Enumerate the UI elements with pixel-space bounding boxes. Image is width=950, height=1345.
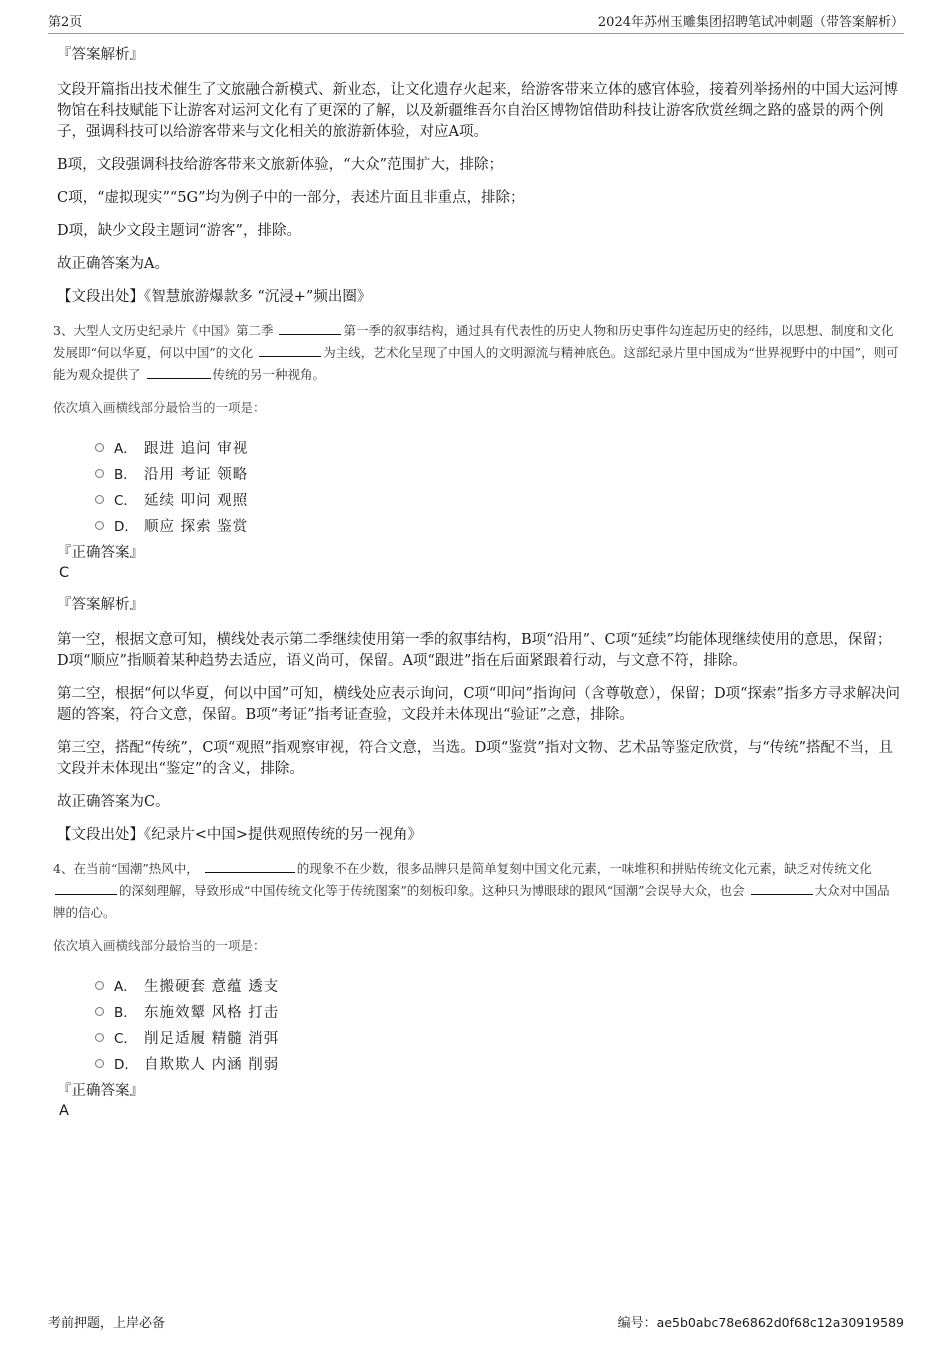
option-text: 跟进 追问 审视 (144, 440, 249, 457)
main-content (53, 44, 902, 1132)
question-prompt: 依次填入画横线部分最恰当的一项是： (53, 938, 266, 953)
option-text: 自欺欺人 内涵 削弱 (144, 1056, 280, 1073)
question-3-text (53, 320, 902, 386)
question-text-segment: 的深刻理解，导致形成“中国传统文化等于传统图案”的刻板印象。这种只为博眼球的跟风“国潮”会误导大众，也会 (119, 883, 745, 898)
answer-tag: 『正确答案』 (57, 1083, 144, 1099)
question-text-segment: 为主线，艺术化呈现了中国人的文明源流与精神底色。这部纪录片里中国成为“世界视野中的中国”，则可能为观众提供了 (53, 345, 899, 382)
radio-button[interactable] (95, 495, 104, 504)
option-list (95, 972, 902, 1076)
analysis-paragraph: 第一空，根据文意可知，横线处表示第二季继续使用第一季的叙事结构，B项“沿用”、C项“延续”均能体现继续使用的意思，保留；D项“顺应”指顺着某种趋势去适应，语义尚可，保留。A项“跟进”指在后面紧跟着行动，与文意不符，排除。 (57, 632, 892, 669)
question-text-segment: 第一季的叙事结构，通过具有代表性的历史人物和历史事件勾连起历史的经纬，以思想、制度和文化发展即“何以华夏，何以中国”的文化 (53, 323, 894, 360)
document-id-label: 编号： (617, 1316, 657, 1331)
fill-blank (279, 333, 341, 335)
option-letter: C． (114, 493, 137, 509)
question-text-segment: 的现象不在少数，很多品牌只是简单复刻中国文化元素，一味堆积和拼贴传统文化元素，缺乏对传统文化 (296, 861, 872, 876)
fill-blank (751, 893, 813, 895)
analysis-tag: 『答案解析』 (57, 47, 144, 63)
analysis-paragraph: 第二空，根据“何以华夏，何以中国”可知，横线处应表示询问，C项“叩问”指询问（含尊敬意），保留；D项“探索”指多方寻求解决问题的答案，符合文意，保留。B项“考证”指考证查验，文段并未体现出“验证”之意，排除。 (57, 686, 900, 723)
option-b[interactable] (95, 460, 902, 486)
option-text: 削足适履 精髓 消弭 (144, 1030, 280, 1047)
radio-button[interactable] (95, 981, 104, 990)
conclusion: 故正确答案为C。 (57, 794, 170, 810)
option-letter: B． (114, 467, 137, 483)
option-letter: D． (114, 1057, 138, 1073)
fill-blank (205, 871, 295, 873)
radio-button[interactable] (95, 469, 104, 478)
option-text: 顺应 探索 鉴赏 (144, 518, 249, 535)
radio-button[interactable] (95, 1033, 104, 1042)
question-text-segment: 4、在当前“国潮”热风中， (53, 861, 199, 876)
question-4-text (53, 858, 902, 924)
conclusion: 故正确答案为A。 (57, 256, 169, 272)
radio-button[interactable] (95, 1007, 104, 1016)
option-b[interactable] (95, 998, 902, 1024)
analysis-paragraph: D项，缺少文段主题词“游客”，排除。 (57, 223, 301, 239)
radio-button[interactable] (95, 1059, 104, 1068)
option-letter: C． (114, 1031, 137, 1047)
analysis-paragraph: 文段开篇指出技术催生了文旅融合新模式、新业态，让文化遗存火起来，给游客带来立体的感官体验，接着列举扬州的中国大运河博物馆在科技赋能下让游客对运河文化有了更深的了解，以及新疆维吾尔自治区博物馆借助科技让游客欣赏丝绸之路的盛景的两个例子，强调科技可以给游客带来与文化相关的旅游新体验，对应A项。 (57, 82, 898, 140)
document-id-code: ae5b0abc78e6862d0f68c12a30919589 (656, 1315, 904, 1330)
option-letter: B． (114, 1005, 137, 1021)
correct-answer: C (59, 565, 70, 581)
option-letter: A． (114, 441, 137, 457)
page-header (48, 12, 904, 34)
source-citation: 【文段出处】《智慧旅游爆款多 “沉浸+”频出圈》 (57, 289, 372, 305)
answer-tag: 『正确答案』 (57, 545, 144, 561)
option-list (95, 434, 902, 538)
analysis-paragraph: C项，“虚拟现实”“5G”均为例子中的一部分，表述片面且非重点，排除； (57, 190, 525, 206)
option-a[interactable] (95, 434, 902, 460)
question-text-segment: 大众对中国品牌的信心。 (53, 883, 890, 920)
question-text-segment: 3、大型人文历史纪录片《中国》第二季 (53, 323, 274, 338)
option-text: 生搬硬套 意蕴 透支 (144, 978, 280, 995)
question-text-segment: 传统的另一种视角。 (212, 367, 326, 382)
analysis-paragraph: B项，文段强调科技给游客带来文旅新体验，“大众”范围扩大，排除； (57, 157, 503, 173)
page-footer (48, 1312, 904, 1331)
question-prompt: 依次填入画横线部分最恰当的一项是： (53, 400, 266, 415)
radio-button[interactable] (95, 521, 104, 530)
fill-blank (259, 355, 321, 357)
option-d[interactable] (95, 512, 902, 538)
option-c[interactable] (95, 486, 902, 512)
source-citation: 【文段出处】《纪录片<中国>提供观照传统的另一视角》 (57, 827, 423, 843)
option-text: 沿用 考证 领略 (144, 466, 249, 483)
footer-slogan: 考前押题，上岸必备 (48, 1316, 166, 1331)
analysis-paragraph: 第三空，搭配“传统”，C项“观照”指观察审视，符合文意，当选。D项“鉴赏”指对文物、艺术品等鉴定欣赏，与“传统”搭配不当，且文段并未体现出“鉴定”的含义，排除。 (57, 740, 894, 777)
radio-button[interactable] (95, 443, 104, 452)
option-text: 延续 叩问 观照 (144, 492, 249, 509)
page-number: 第2页 (48, 15, 83, 30)
document-title: 2024年苏州玉雕集团招聘笔试冲刺题（带答案解析） (597, 15, 904, 30)
option-c[interactable] (95, 1024, 902, 1050)
option-text: 东施效颦 风格 打击 (144, 1004, 280, 1021)
option-letter: A． (114, 979, 137, 995)
correct-answer: A (59, 1103, 69, 1119)
document-id (618, 1312, 904, 1331)
option-letter: D． (114, 519, 138, 535)
fill-blank (55, 893, 117, 895)
option-d[interactable] (95, 1050, 902, 1076)
option-a[interactable] (95, 972, 902, 998)
analysis-tag: 『答案解析』 (57, 597, 144, 613)
fill-blank (147, 377, 211, 379)
